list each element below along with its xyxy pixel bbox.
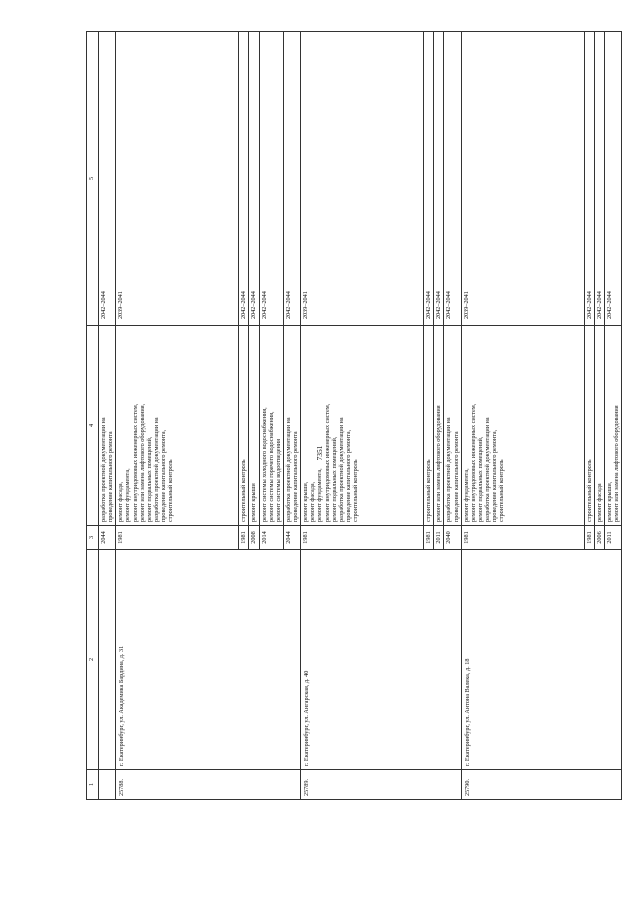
work-cell: [604, 326, 621, 526]
work-line: строительный контроль: [167, 459, 175, 522]
work-line: ремонт подвальных помещений,: [330, 436, 338, 522]
year-cell: 2044: [283, 526, 300, 550]
header-col-3: 3: [87, 526, 99, 550]
year-cell: 2044: [99, 526, 116, 550]
period-cell: 2039–2041: [301, 32, 424, 326]
work-line: ремонт или замена лифтового оборудования,: [138, 403, 146, 522]
year-cell: 2014: [259, 526, 283, 550]
work-line: ремонт внутридомовых инженерных систем,: [323, 403, 331, 522]
work-line: ремонт или замена лифтового оборудования: [613, 405, 620, 522]
period-cell: 2042–2044: [99, 32, 116, 326]
work-line: ремонт или замена лифтового оборудования: [435, 405, 443, 522]
work-line: разработка проектной документации на: [284, 417, 292, 522]
work-line: строительный контроль: [498, 459, 506, 522]
address-cell: г. Екатеринбург, ул. Ангарская, д. 40: [301, 550, 462, 770]
work-line: проведение капитального ремонта: [292, 431, 299, 522]
work-cell: [444, 326, 461, 526]
work-line: разработка проектной документации на: [100, 417, 107, 522]
year-cell: 2040: [444, 526, 461, 550]
work-cell: [116, 326, 239, 526]
work-line: проведение капитального ремонта: [452, 431, 460, 522]
header-col-5: 5: [87, 32, 99, 326]
object-number: 25788.: [116, 770, 301, 800]
work-cell: [239, 326, 249, 526]
work-line: проведение капитального ремонта,: [344, 429, 352, 522]
work-line: ремонт подвальных помещений,: [476, 436, 484, 522]
period-cell: 2042–2044: [249, 32, 259, 326]
work-line: ремонт фасада,: [309, 481, 317, 522]
year-cell: 1981: [301, 526, 424, 550]
object-number: 25789.: [301, 770, 462, 800]
period-cell: 2042–2044: [283, 32, 300, 326]
address-cell: г. Екатеринбург, ул. Академика Бардина, д. 31: [116, 550, 301, 770]
work-line: разработка проектной документации на: [337, 417, 345, 522]
year-cell: 2006: [594, 526, 604, 550]
work-cell: [594, 326, 604, 526]
year-cell: 1981: [116, 526, 239, 550]
work-line: ремонт внутридомовых инженерных систем,: [131, 403, 139, 522]
period-cell: 2042–2044: [259, 32, 283, 326]
period-cell: 2039–2041: [461, 32, 584, 326]
year-cell: 2008: [249, 526, 259, 550]
work-cell: [434, 326, 444, 526]
work-line: ремонт фасада,: [117, 481, 125, 522]
work-line: ремонт фундамента,: [462, 468, 470, 522]
work-line: ремонт фасада: [595, 483, 603, 522]
work-line: ремонт системы горячего водоснабжения,: [267, 411, 275, 522]
work-line: ремонт фундамента,: [124, 468, 132, 522]
object-number: 25790.: [461, 770, 622, 800]
rotated-table-wrapper: [86, 32, 620, 800]
period-cell: 2042–2044: [424, 32, 434, 326]
header-col-1: 1: [87, 770, 99, 800]
work-line: ремонт крыши,: [302, 481, 310, 522]
period-cell: 2042–2044: [434, 32, 444, 326]
work-cell: [249, 326, 259, 526]
period-cell: 2042–2044: [444, 32, 461, 326]
work-cell: [424, 326, 434, 526]
work-cell: [259, 326, 283, 526]
year-cell: 2011: [434, 526, 444, 550]
header-col-2: 2: [87, 550, 99, 770]
work-line: ремонт системы водоотведения: [274, 439, 282, 522]
period-cell: 2039–2041: [116, 32, 239, 326]
work-cell: [461, 326, 584, 526]
header-row: [87, 32, 99, 800]
work-line: ремонт системы холодного водоснабжения,: [260, 407, 268, 522]
year-cell: 1981: [461, 526, 584, 550]
year-cell: 1981: [239, 526, 249, 550]
work-line: ремонт крыши,: [605, 481, 613, 522]
capital-repair-table: [86, 31, 622, 800]
period-cell: 2042–2044: [584, 32, 594, 326]
work-line: проведение капитального ремонта: [107, 431, 115, 522]
year-cell: 1981: [584, 526, 594, 550]
work-cell: [584, 326, 594, 526]
period-cell: 2042–2044: [594, 32, 604, 326]
address-cell: г. Екатеринбург, ул. Антона Валека, д. 18: [461, 550, 622, 770]
work-cell: [283, 326, 300, 526]
table-row: [461, 32, 584, 800]
page-number: 7351: [315, 445, 324, 460]
header-col-4: 4: [87, 326, 99, 526]
work-line: ремонт подвальных помещений,: [145, 436, 153, 522]
work-line: строительный контроль: [425, 459, 433, 522]
work-line: строительный контроль: [352, 459, 359, 522]
work-line: строительный контроль: [585, 459, 593, 522]
year-cell: 1981: [424, 526, 434, 550]
period-cell: 2042–2044: [239, 32, 249, 326]
work-line: ремонт крыши: [250, 483, 258, 522]
work-line: проведение капитального ремонта,: [491, 429, 499, 522]
work-line: ремонт фундамента,: [316, 468, 324, 522]
work-line: разработка проектной документации на: [484, 417, 491, 522]
year-cell: 2011: [604, 526, 621, 550]
work-cell: [99, 326, 116, 526]
table-row: [99, 32, 116, 800]
work-line: ремонт внутридомовых инженерных систем,: [469, 403, 477, 522]
table-row: [116, 32, 239, 800]
work-line: строительный контроль: [240, 459, 248, 522]
table-row: [301, 32, 424, 800]
work-line: разработка проектной документации на: [445, 417, 453, 522]
work-cell: [301, 326, 424, 526]
work-line: проведение капитального ремонта,: [160, 429, 167, 522]
period-cell: 2042–2044: [604, 32, 621, 326]
work-line: разработка проектной документации на: [152, 417, 160, 522]
